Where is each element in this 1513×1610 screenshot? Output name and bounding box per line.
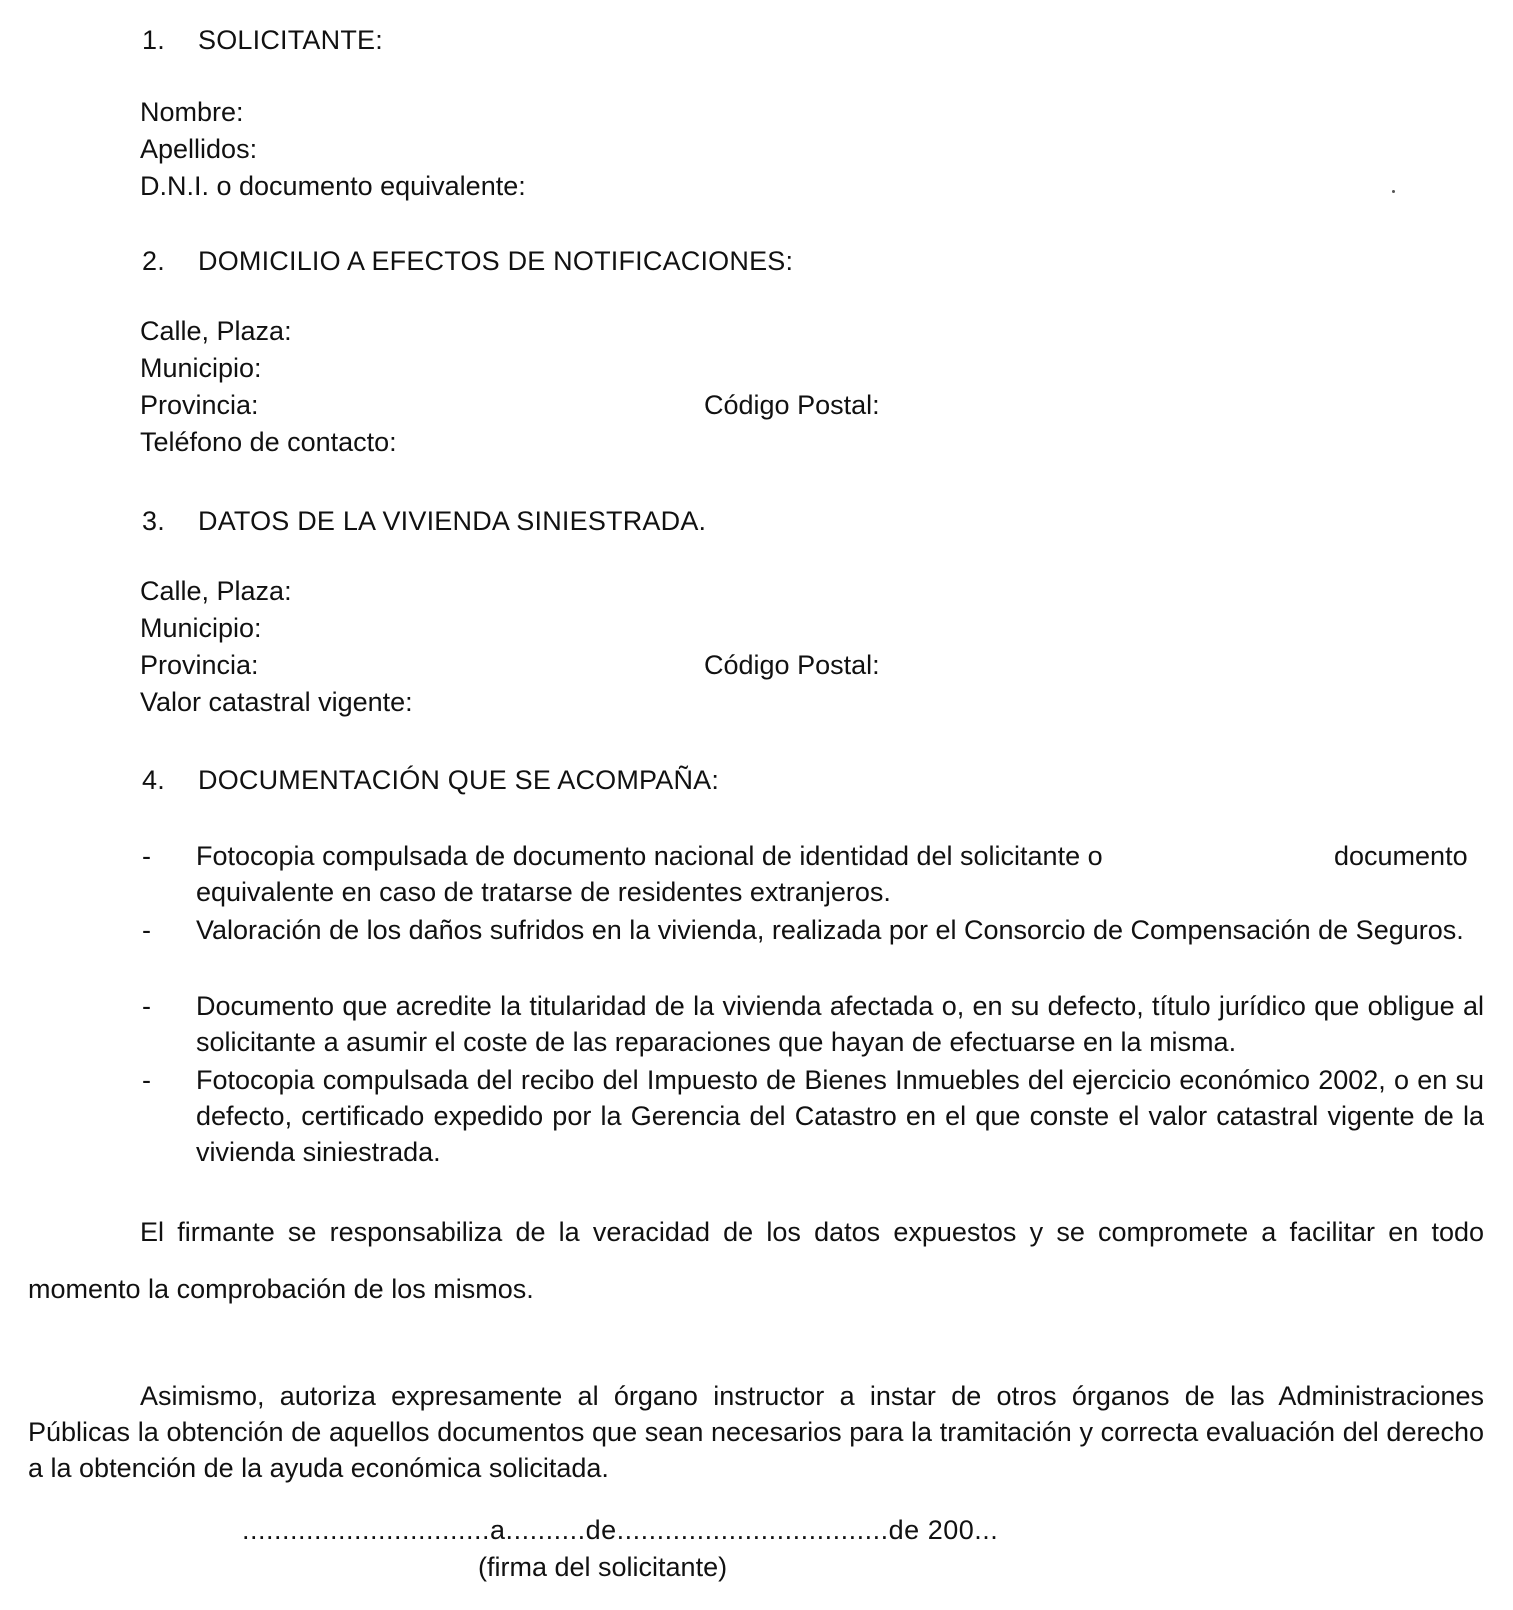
declaration-line-1 [140, 1214, 1484, 1250]
bullet-3-text: Documento que acredite la titularidad de la vivienda afectada o, en su defecto, título jurídico que obligue al solicitante a asumir el coste de las reparaciones que hayan de efectuarse en la misma. [196, 991, 1484, 1057]
field-calle-plaza-notif: Calle, Plaza: [140, 316, 292, 346]
section-4-number: 4. [142, 765, 165, 795]
bullet-2-text: Valoración de los daños sufridos en la vivienda, realizada por el Consorcio de Compensación de Seguros. [196, 915, 1464, 945]
section-2-heading [142, 243, 793, 279]
section-4-title: DOCUMENTACIÓN QUE SE ACOMPAÑA: [198, 765, 720, 795]
field-telefono: Teléfono de contacto: [140, 427, 397, 457]
section-2-title: DOMICILIO A EFECTOS DE NOTIFICACIONES: [198, 246, 794, 276]
bullet-dash: - [142, 841, 151, 871]
section-3-heading [142, 503, 706, 539]
section-3-title: DATOS DE LA VIVIENDA SINIESTRADA. [198, 506, 707, 536]
field-dni: D.N.I. o documento equivalente: [140, 171, 526, 201]
declaration-line-1-text: El firmante se responsabiliza de la veracidad de los datos expuestos y se compromete a facilitar en todo [140, 1217, 1484, 1247]
section-1-title: SOLICITANTE: [198, 25, 383, 55]
signature-date-line: ...............................a..........de..................................de 200... [242, 1515, 999, 1545]
bullet-dash: - [142, 1065, 151, 1095]
authorization-paragraph: Asimismo, autoriza expresamente al órgano instructor a instar de otros órganos de las Administraciones Públicas la obtención de aquellos documentos que sean necesarios para la tramitación y correcta evaluación del derecho a la obtención de la ayuda económica solicitada. [28, 1381, 1484, 1483]
bullet-4-text: Fotocopia compulsada del recibo del Impuesto de Bienes Inmuebles del ejercicio económico 2002, o en su defecto, certificado expedido por la Gerencia del Catastro en el que conste el valor catastral vigente de la vivienda siniestrada. [196, 1065, 1484, 1167]
bullet-1-line-1-right: documento [1334, 841, 1468, 871]
scan-speck [1392, 190, 1395, 193]
field-valor-catastral: Valor catastral vigente: [140, 687, 413, 717]
field-nombre: Nombre: [140, 97, 244, 127]
bullet-1-line-2: equivalente en caso de tratarse de residentes extranjeros. [196, 877, 891, 907]
bullet-1-line-1-left: Fotocopia compulsada de documento nacional de identidad del solicitante o [196, 841, 1103, 871]
section-1-number: 1. [142, 25, 165, 55]
section-2-number: 2. [142, 246, 165, 276]
field-apellidos: Apellidos: [140, 134, 258, 164]
field-codigo-postal-notif: Código Postal: [704, 390, 880, 420]
bullet-dash: - [142, 915, 151, 945]
bullet-dash: - [142, 991, 151, 1021]
field-provincia-vivienda: Provincia: [140, 650, 259, 680]
signature-caption: (firma del solicitante) [478, 1552, 728, 1582]
declaration-line-2: momento la comprobación de los mismos. [28, 1274, 534, 1304]
section-3-number: 3. [142, 506, 165, 536]
field-calle-plaza-vivienda: Calle, Plaza: [140, 576, 292, 606]
field-municipio-vivienda: Municipio: [140, 613, 262, 643]
section-4-heading [142, 762, 719, 798]
field-codigo-postal-vivienda: Código Postal: [704, 650, 880, 680]
field-municipio-notif: Municipio: [140, 353, 262, 383]
field-provincia-notif: Provincia: [140, 390, 259, 420]
section-1-heading [142, 22, 383, 58]
